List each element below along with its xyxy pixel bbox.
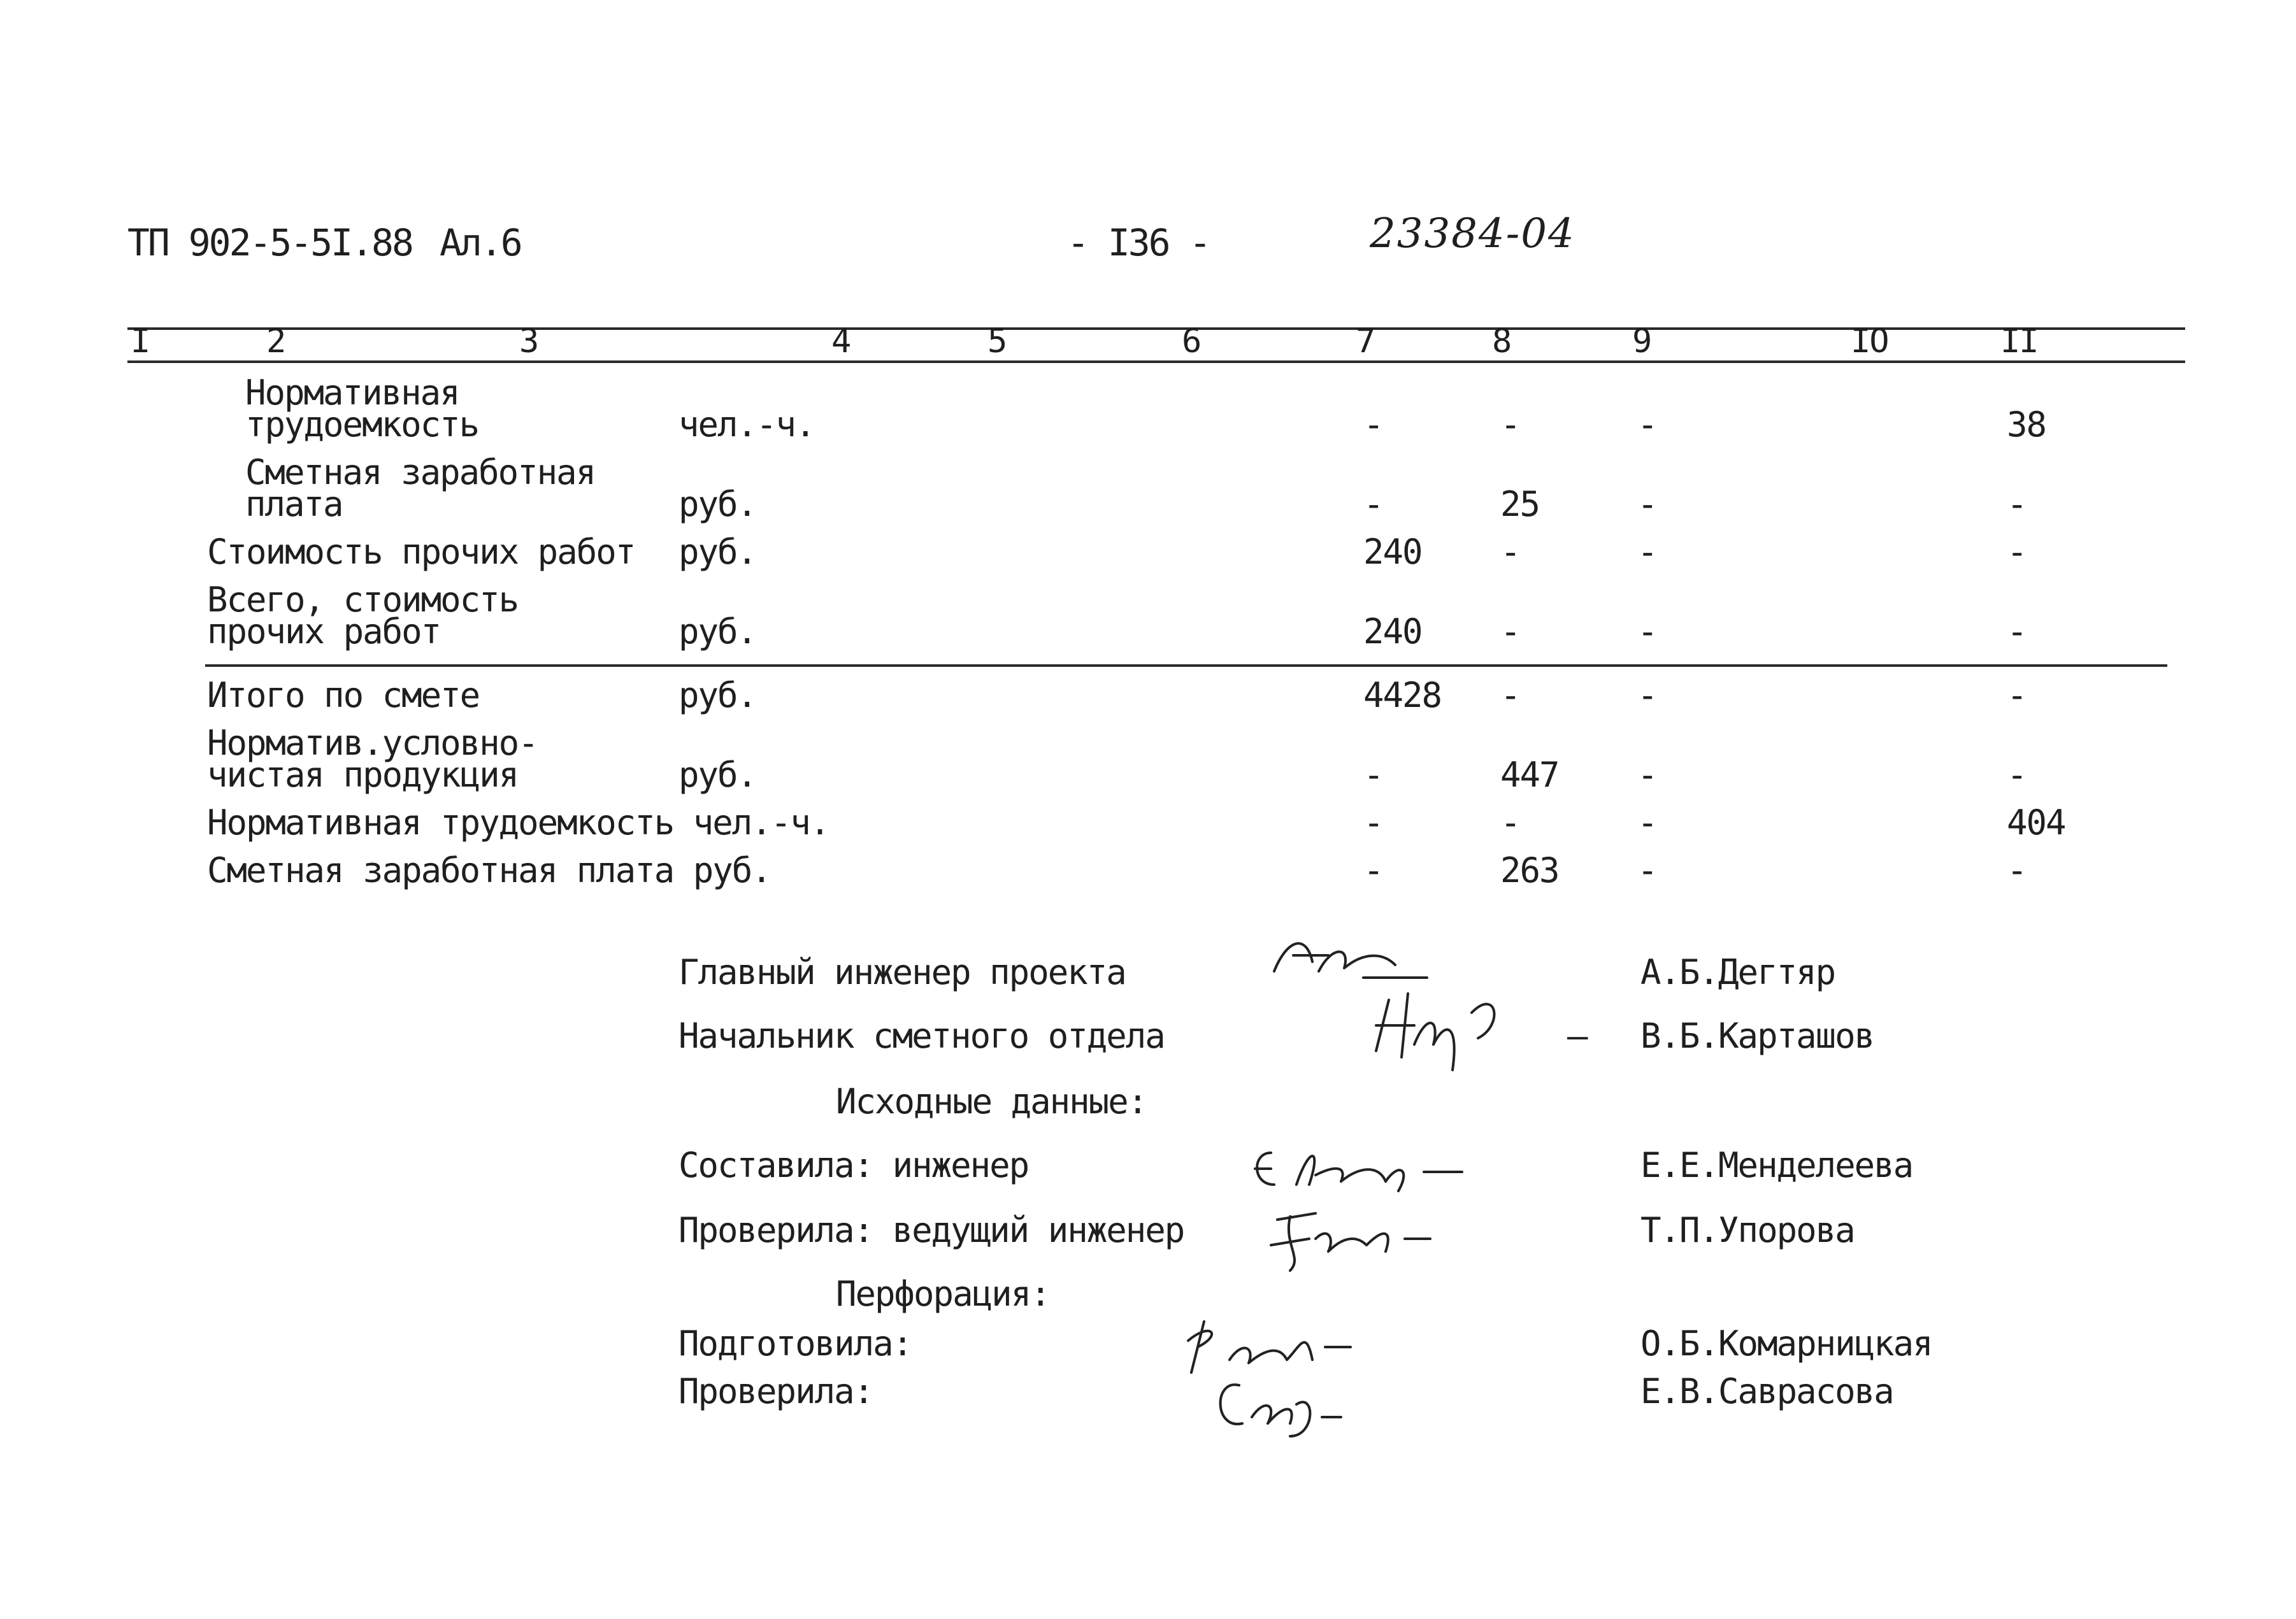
checked-signature xyxy=(1265,1201,1456,1277)
column-number-11: II xyxy=(2000,322,2038,360)
total-name: Норматив.условно- xyxy=(207,723,538,763)
page-number: - I36 - xyxy=(1067,221,1210,264)
estimate-head-dash: — xyxy=(1567,1016,1587,1056)
chief-engineer-name: А.Б.Дегтяр xyxy=(1640,952,1835,992)
total-col8: - xyxy=(1500,675,1520,715)
cell-col7: - xyxy=(1363,404,1383,445)
row-name: Стоимость прочих работ xyxy=(207,532,635,572)
total-col9: - xyxy=(1637,755,1657,795)
cell-col8: - xyxy=(1500,404,1520,445)
row-unit: руб. xyxy=(678,532,757,572)
cell-col9: - xyxy=(1637,611,1657,652)
column-number-7: 7 xyxy=(1356,322,1375,360)
total-col7: - xyxy=(1363,802,1383,843)
column-number-2: 2 xyxy=(266,322,285,360)
row-name: Нормативная xyxy=(245,373,459,413)
total-name-cont: чистая продукция xyxy=(207,755,519,795)
cell-col8: - xyxy=(1500,611,1520,652)
cell-col11: 38 xyxy=(2007,404,2046,445)
estimate-head-signature xyxy=(1370,974,1535,1083)
row-unit: руб. xyxy=(678,484,757,524)
column-number-5: 5 xyxy=(987,322,1007,360)
compiled-signature xyxy=(1245,1140,1488,1197)
checked2-name: Е.В.Саврасова xyxy=(1640,1371,1893,1411)
prepared-name: О.Б.Комарницкая xyxy=(1640,1323,1932,1364)
column-number-10: IO xyxy=(1851,322,1888,360)
cell-col7: 240 xyxy=(1363,532,1422,572)
column-number-4: 4 xyxy=(831,322,850,360)
source-data-heading: Исходные данные: xyxy=(836,1081,1147,1122)
album-number: Ал.6 xyxy=(440,221,521,264)
column-number-9: 9 xyxy=(1632,322,1651,360)
row-name: Всего, стоимость xyxy=(207,580,519,620)
checked-name: Т.П.Упорова xyxy=(1640,1210,1855,1250)
total-name: Нормативная трудоемкость чел.-ч. xyxy=(207,802,829,843)
total-col11: 404 xyxy=(2007,802,2065,843)
total-col9: - xyxy=(1637,850,1657,890)
chief-engineer-role: Главный инженер проекта xyxy=(678,952,1126,992)
document-code: ТП 902-5-5I.88 xyxy=(127,221,412,264)
row-name: Сметная заработная xyxy=(245,452,596,492)
total-col7: 4428 xyxy=(1363,675,1442,715)
compiled-role: Составила: инженер xyxy=(678,1145,1029,1185)
prepared-role: Подготовила: xyxy=(678,1323,912,1364)
estimate-head-role: Начальник сметного отдела xyxy=(678,1016,1165,1056)
checked2-role: Проверила: xyxy=(678,1371,873,1411)
total-col11: - xyxy=(2007,675,2027,715)
cell-col9: - xyxy=(1637,532,1657,572)
checked2-signature xyxy=(1207,1373,1354,1443)
column-number-6: 6 xyxy=(1182,322,1201,360)
cell-col11: - xyxy=(2007,532,2027,572)
checked-role: Проверила: ведущий инженер xyxy=(678,1210,1184,1250)
total-col7: - xyxy=(1363,755,1383,795)
total-col8: - xyxy=(1500,802,1520,843)
compiled-name: Е.Е.Менделеева xyxy=(1640,1145,1913,1185)
estimate-head-name: В.Б.Карташов xyxy=(1640,1016,1874,1056)
total-col9: - xyxy=(1637,802,1657,843)
cell-col8: - xyxy=(1500,532,1520,572)
total-col8: 263 xyxy=(1500,850,1559,890)
total-col11: - xyxy=(2007,850,2027,890)
total-col7: - xyxy=(1363,850,1383,890)
cell-col8: 25 xyxy=(1500,484,1540,524)
row-unit: чел.-ч. xyxy=(678,404,815,445)
total-col11: - xyxy=(2007,755,2027,795)
cell-col11: - xyxy=(2007,611,2027,652)
column-number-3: 3 xyxy=(519,322,538,360)
table-header-rule xyxy=(127,360,2185,363)
total-col8: 447 xyxy=(1500,755,1559,795)
row-name-cont: трудоемкость xyxy=(245,404,479,445)
column-number-8: 8 xyxy=(1492,322,1511,360)
total-name: Сметная заработная плата руб. xyxy=(207,850,771,890)
cell-col11: - xyxy=(2007,484,2027,524)
row-name-cont: плата xyxy=(245,484,343,524)
total-name: Итого по смете xyxy=(207,675,480,715)
inventory-number: 23384-04 xyxy=(1370,210,1575,257)
totals-separator-rule xyxy=(205,664,2167,667)
perforation-heading: Перфорация: xyxy=(836,1274,1050,1314)
column-number-1: I xyxy=(131,322,150,360)
cell-col7: 240 xyxy=(1363,611,1422,652)
row-unit: руб. xyxy=(678,611,757,652)
prepared-signature xyxy=(1179,1309,1370,1379)
total-unit: руб. xyxy=(678,755,757,795)
cell-col9: - xyxy=(1637,484,1657,524)
cell-col9: - xyxy=(1637,404,1657,445)
total-col9: - xyxy=(1637,675,1657,715)
total-unit: руб. xyxy=(678,675,757,715)
row-name-cont: прочих работ xyxy=(207,611,441,652)
cell-col7: - xyxy=(1363,484,1383,524)
